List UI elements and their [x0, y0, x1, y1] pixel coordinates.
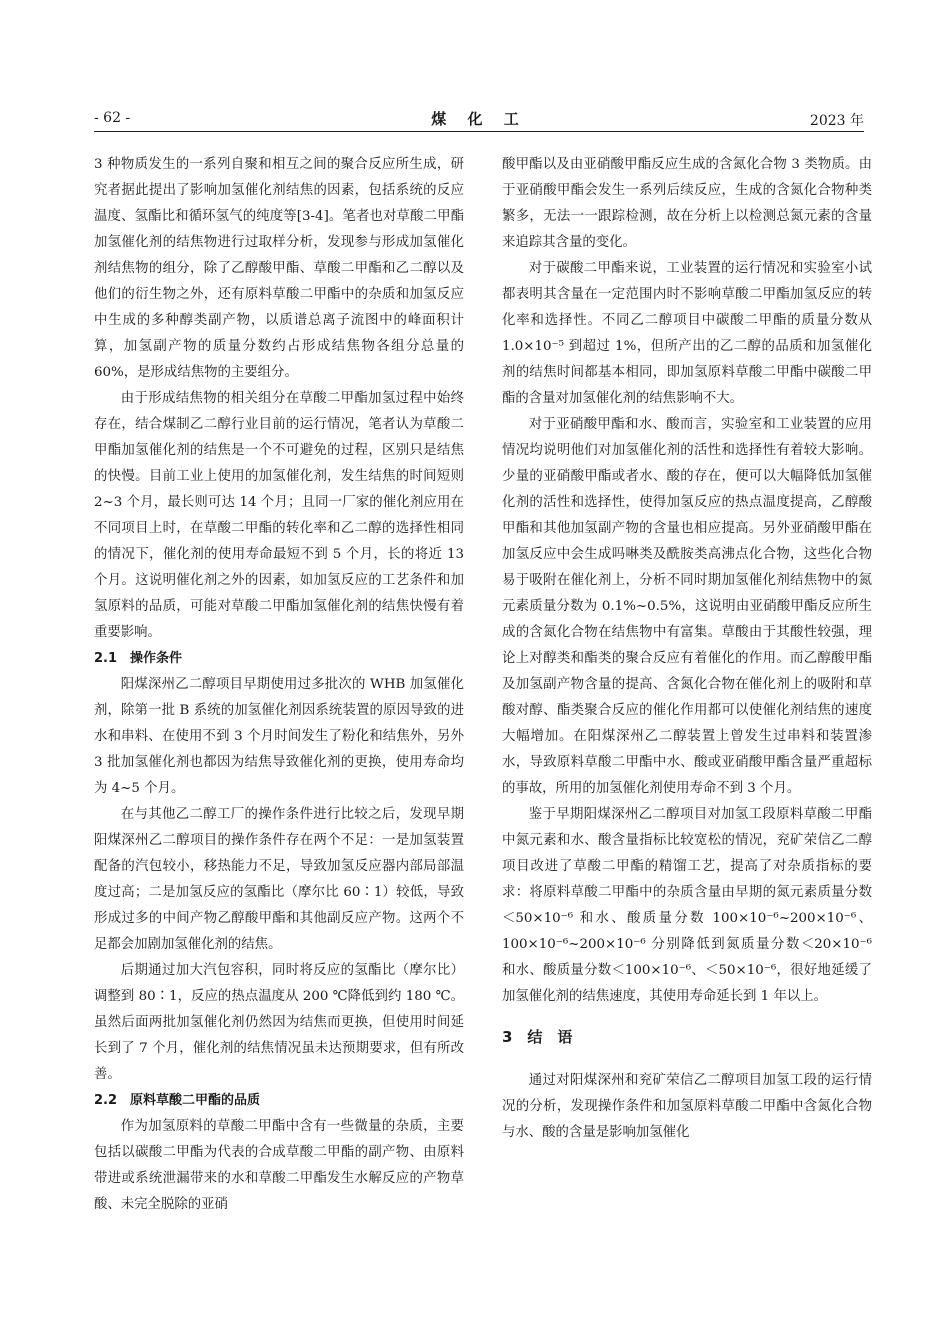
page-header: [94, 108, 864, 130]
header-rule: [94, 131, 864, 132]
section-heading-2-1: 2.1 操作条件: [94, 651, 183, 666]
paragraph: 鉴于早期阳煤深州乙二醇项目对加氢工段原料草酸二甲酯中氮元素和水、酸含量指标比较宽松的情况，兖矿荣信乙二醇项目改进了草酸二甲酯的精馏工艺，提高了对杂质指标的要求：将原料草酸二甲酯中的杂质含量由早期的氮元素质量分数＜50×10⁻⁶ 和水、酸质量分数 100×10⁻⁶~200×10⁻⁶、100×10⁻⁶~200×10⁻⁶ 分别降低到氮质量分数＜20×10⁻⁶ 和水、酸质量分数＜100×10⁻⁶、＜50×10⁻⁶，很好地延缓了加氢催化剂的结焦速度，其使用寿命延长到 1 年以上。: [502, 807, 872, 1004]
paragraph: 阳煤深州乙二醇项目早期使用过多批次的 WHB 加氢催化剂，除第一批 B 系统的加氢催化剂因系统装置的原因导致的进水和串料、在使用不到 3 个月时间发生了粉化和结焦外，另外 3 批加氢催化剂也都因为结焦导致催化剂的更换，使用寿命均为 4~5 个月。: [94, 677, 464, 796]
publication-year: 2023 年: [809, 113, 864, 129]
paragraph: 作为加氢原料的草酸二甲酯中含有一些微量的杂质，主要包括以碳酸二甲酯为代表的合成草酸二甲酯的副产物、由原料带进或系统泄漏带来的水和草酸二甲酯发生水解反应的产物草酸、未完全脱除的亚硝: [94, 1119, 464, 1212]
paragraph: 对于碳酸二甲酯来说，工业装置的运行情况和实验室小试都表明其含量在一定范围内时不影响草酸二甲酯加氢反应的转化率和选择性。不同乙二醇项目中碳酸二甲酯的质量分数从 1.0×10⁻⁵ 到超过 1%，但所产出的乙二醇的品质和加氢催化剂的结焦时间都基本相同，即加氢原料草酸二甲酯中碳酸二甲酯的含量对加氢催化剂的结焦影响不大。: [502, 261, 872, 406]
paragraph: 通过对阳煤深州和兖矿荣信乙二醇项目加氢工段的运行情况的分析，发现操作条件和加氢原料草酸二甲酯中含氮化合物与水、酸的含量是影响加氢催化: [502, 1073, 872, 1140]
paragraph: 在与其他乙二醇工厂的操作条件进行比较之后，发现早期阳煤深州乙二醇项目的操作条件存在两个不足：一是加氢装置配备的汽包较小，移热能力不足，导致加氢反应器内部局部温度过高；二是加氢反应的氢酯比（摩尔比 60∶1）较低，导致形成过多的中间产物乙醇酸甲酯和其他副反应产物。这两个不足都会加剧加氢催化剂的结焦。: [94, 807, 464, 952]
left-column: [94, 152, 464, 1218]
paragraph: 由于形成结焦物的相关组分在草酸二甲酯加氢过程中始终存在，结合煤制乙二醇行业目前的运行情况，笔者认为草酸二甲酯加氢催化剂的结焦是一个不可避免的过程，区别只是结焦的快慢。目前工业上使用的加氢催化剂，发生结焦的时间短则 2~3 个月，最长则可达 14 个月；且同一厂家的催化剂应用在不同项目上时，在草酸二甲酯的转化率和乙二醇的选择性相同的情况下，催化剂的使用寿命最短不到 5 个月，长的将近 13 个月。这说明催化剂之外的因素，如加氢反应的工艺条件和加氢原料的品质，可能对草酸二甲酯加氢催化剂的结焦快慢有着重要影响。: [94, 391, 464, 640]
section-heading-3: 3 结 语: [502, 1028, 573, 1046]
right-column: [502, 152, 872, 1146]
paragraph: 酸甲酯以及由亚硝酸甲酯反应生成的含氮化合物 3 类物质。由于亚硝酸甲酯会发生一系列后续反应，生成的含氮化合物种类繁多，无法一一跟踪检测，故在分析上以检测总氮元素的含量来追踪其含量的变化。: [502, 157, 872, 250]
paragraph: 3 种物质发生的一系列自聚和相互之间的聚合反应所生成，研究者据此提出了影响加氢催化剂结焦的因素，包括系统的反应温度、氢酯比和循环氢气的纯度等[3-4]。笔者也对草酸二甲酯加氢催化剂的结焦物进行过取样分析，发现参与形成加氢催化剂结焦物的组分，除了乙醇酸甲酯、草酸二甲酯和乙二醇以及他们的衍生物之外，还有原料草酸二甲酯中的杂质和加氢反应中生成的多种醇类副产物，以质谱总离子流图中的峰面积计算，加氢副产物的质量分数约占形成结焦物各组分总量的 60%，是形成结焦物的主要组分。: [94, 157, 464, 380]
paragraph: 对于亚硝酸甲酯和水、酸而言，实验室和工业装置的应用情况均说明他们对加氢催化剂的活性和选择性有着较大影响。少量的亚硝酸甲酯或者水、酸的存在，便可以大幅降低加氢催化剂的活性和选择性，使得加氢反应的热点温度提高，乙醇酸甲酯和其他加氢副产物的含量也相应提高。另外亚硝酸甲酯在加氢反应中会生成吗啉类及酰胺类高沸点化合物，这些化合物易于吸附在催化剂上，分析不同时期加氢催化剂结焦物中的氮元素质量分数为 0.1%~0.5%，这说明由亚硝酸甲酯反应所生成的含氮化合物在结焦物中有富集。草酸由于其酸性较强，理论上对醇类和酯类的聚合反应有着催化的作用。而乙醇酸甲酯及加氢副产物含量的提高、含氮化合物在催化剂上的吸附和草酸对醇、酯类聚合反应的催化作用都可以使催化剂结焦的速度大幅增加。在阳煤深州乙二醇装置上曾发生过串料和装置渗水，导致原料草酸二甲酯中水、酸或亚硝酸甲酯含量严重超标的事故，所用的加氢催化剂使用寿命不到 3 个月。: [502, 417, 872, 796]
page-number: - 62 -: [94, 110, 131, 126]
paragraph: 后期通过加大汽包容积，同时将反应的氢酯比（摩尔比）调整到 80∶1，反应的热点温度从 200 ℃降低到约 180 ℃。虽然后面两批加氢催化剂仍然因为结焦而更换，但使用时间延长到了 7 个月，催化剂的结焦情况虽未达预期要求，但有所改善。: [94, 963, 464, 1082]
section-heading-2-2: 2.2 原料草酸二甲酯的品质: [94, 1093, 261, 1108]
journal-title: 煤 化 工: [431, 110, 527, 128]
